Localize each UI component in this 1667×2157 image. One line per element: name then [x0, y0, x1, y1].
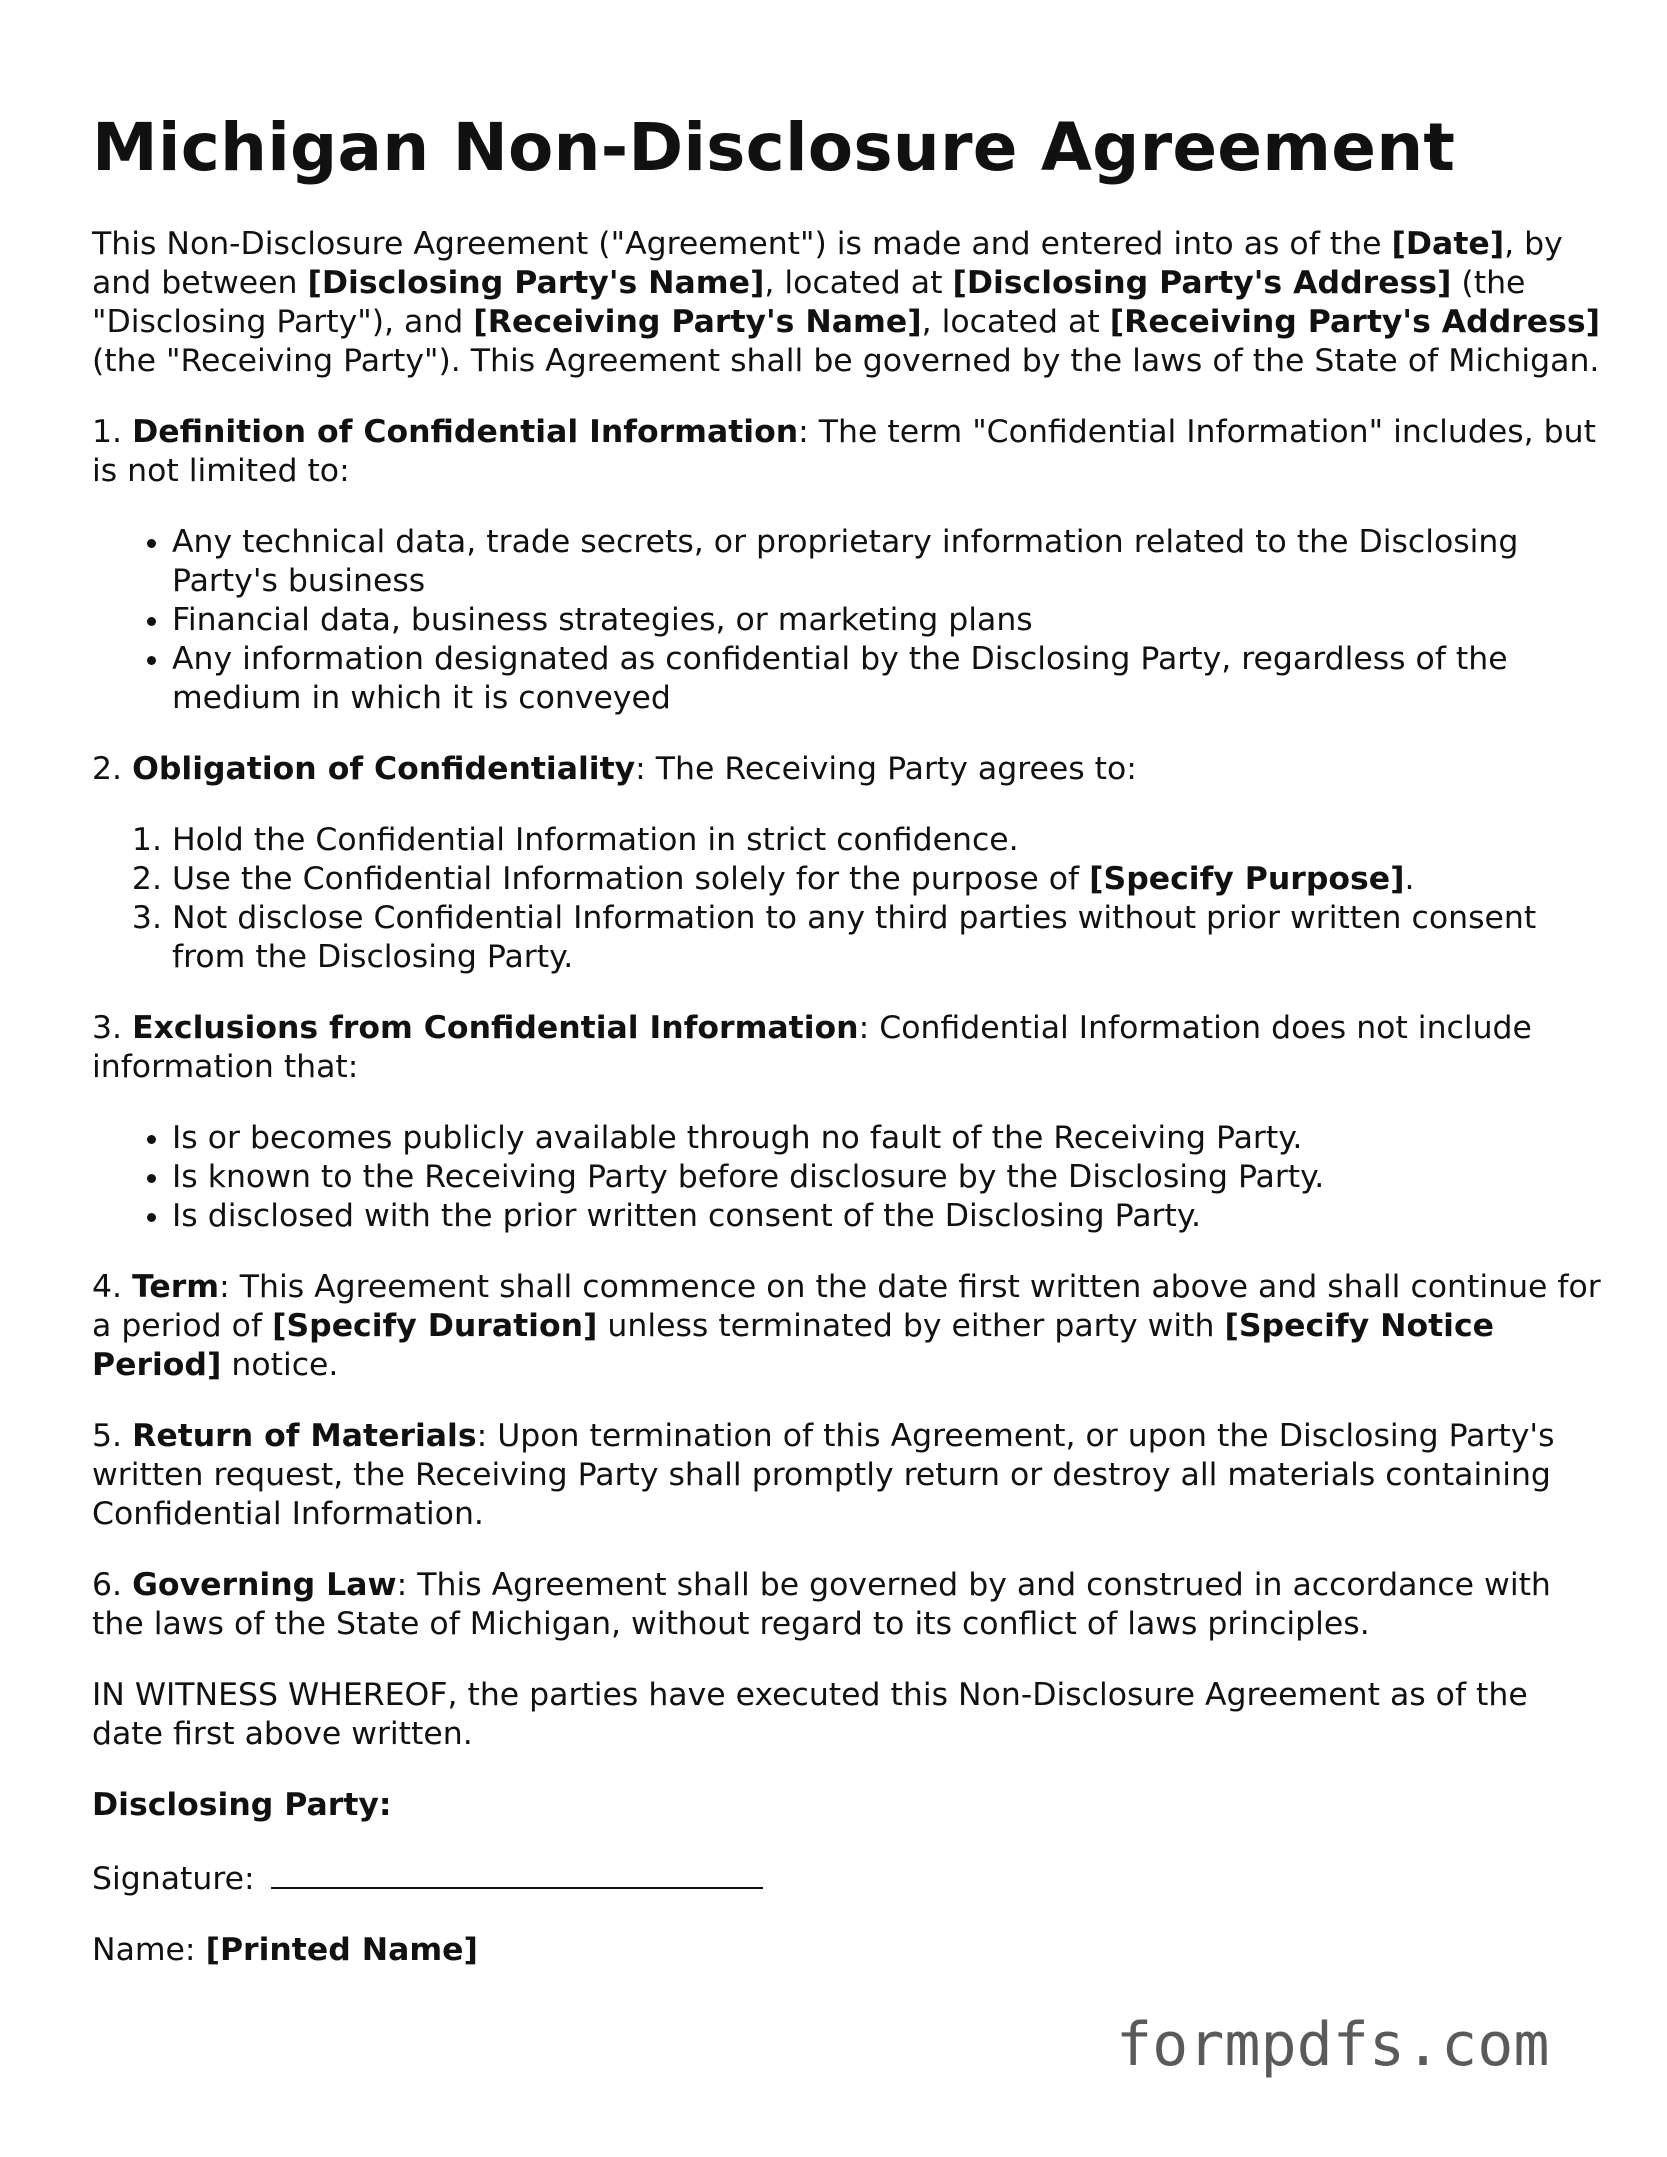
name-label: Name:	[92, 1932, 206, 1969]
list-item: • Is or becomes publicly available through no fault of the Receiving Party.	[172, 1119, 1602, 1158]
printed-name-placeholder: [Printed Name]	[205, 1932, 478, 1969]
section-text: : This Agreement shall commence on the date first written above and shall continue for a period of	[92, 1269, 1601, 1345]
list-item	[172, 860, 1602, 899]
receiving-name-placeholder: [Receiving Party's Name]	[473, 304, 922, 341]
page-title: Michigan Non-Disclosure Agreement	[92, 109, 1456, 186]
section-1-list	[92, 523, 1602, 718]
notice-period-placeholder: [Specify Notice Period]	[92, 1308, 1495, 1384]
signature-label: Signature:	[92, 1861, 265, 1898]
disclosing-party-heading: Disclosing Party:	[92, 1787, 392, 1824]
duration-placeholder: [Specify Duration]	[272, 1308, 598, 1345]
intro-text: , located at	[764, 265, 953, 302]
watermark: formpdfs.com	[1116, 2010, 1550, 2080]
purpose-placeholder: [Specify Purpose]	[1089, 861, 1405, 898]
list-item: • Any technical data, trade secrets, or proprietary information related to the Disclosing Party's business	[172, 523, 1602, 601]
section-number: 1.	[92, 414, 133, 451]
section-number: 4.	[92, 1269, 133, 1306]
section-heading: Governing Law	[132, 1567, 397, 1604]
list-item: 1. Hold the Confidential Information in strict confidence.	[172, 821, 1602, 860]
section-text: : The Receiving Party agrees to:	[635, 751, 1137, 788]
section-text: : Upon termination of this Agreement, or upon the Disclosing Party's written request, the Receiving Party shall promptly return or destroy all materials containing Confidential Information.	[92, 1418, 1555, 1533]
section-heading: Definition of Confidential Information	[132, 414, 799, 451]
signature-block-heading	[92, 1786, 1602, 1825]
intro-text: , located at	[921, 304, 1110, 341]
section-1	[92, 413, 1602, 491]
intro-text: (the "Receiving Party"). This Agreement shall be governed by the laws of the State of Michigan.	[92, 343, 1600, 380]
signature-row	[92, 1857, 1602, 1899]
section-5	[92, 1417, 1602, 1534]
section-4	[92, 1268, 1602, 1385]
witness-paragraph: IN WITNESS WHEREOF, the parties have executed this Non-Disclosure Agreement as of the date first above written.	[92, 1677, 1528, 1753]
signature-line[interactable]	[271, 1857, 763, 1889]
section-2-list	[92, 821, 1602, 977]
list-item: • Any information designated as confidential by the Disclosing Party, regardless of the medium in which it is conveyed	[172, 640, 1602, 718]
section-number: 2.	[92, 751, 133, 788]
section-text: notice.	[221, 1347, 339, 1384]
intro-text: , by and between	[92, 226, 1563, 302]
section-3-list	[92, 1119, 1602, 1236]
section-text: unless terminated by either party with	[597, 1308, 1225, 1345]
list-item: • Is disclosed with the prior written consent of the Disclosing Party.	[172, 1197, 1602, 1236]
receiving-address-placeholder: [Receiving Party's Address]	[1109, 304, 1601, 341]
section-heading: Obligation of Confidentiality	[132, 751, 636, 788]
date-placeholder: [Date]	[1391, 226, 1505, 263]
list-item-text: Use the Confidential Information solely for the purpose of	[172, 861, 1090, 898]
section-6	[92, 1566, 1602, 1644]
list-item: • Is known to the Receiving Party before disclosure by the Disclosing Party.	[172, 1158, 1602, 1197]
document-page	[92, 108, 1602, 2002]
section-number: 3.	[92, 1010, 133, 1047]
section-text: : Confidential Information does not include information that:	[92, 1010, 1532, 1086]
intro-text: (the "Disclosing Party"), and	[92, 265, 1526, 341]
list-item-text: .	[1404, 861, 1415, 898]
section-2	[92, 750, 1602, 789]
section-text: : The term "Confidential Information" includes, but is not limited to:	[92, 414, 1596, 490]
section-number: 5.	[92, 1418, 133, 1455]
list-item: • Financial data, business strategies, or marketing plans	[172, 601, 1602, 640]
intro-paragraph	[92, 225, 1602, 381]
section-number: 6.	[92, 1567, 133, 1604]
section-heading: Exclusions from Confidential Information	[132, 1010, 859, 1047]
section-heading: Return of Materials	[132, 1418, 477, 1455]
disclosing-name-placeholder: [Disclosing Party's Name]	[307, 265, 765, 302]
section-heading: Term	[132, 1269, 220, 1306]
list-item: 3. Not disclose Confidential Information to any third parties without prior written consent from the Disclosing Party.	[172, 899, 1602, 977]
section-3	[92, 1009, 1602, 1087]
section-text: : This Agreement shall be governed by and construed in accordance with the laws of the State of Michigan, without regard to its conflict of laws principles.	[92, 1567, 1551, 1643]
intro-text: This Non-Disclosure Agreement ("Agreement") is made and entered into as of the	[92, 226, 1392, 263]
disclosing-address-placeholder: [Disclosing Party's Address]	[952, 265, 1452, 302]
name-row	[92, 1931, 1602, 1970]
